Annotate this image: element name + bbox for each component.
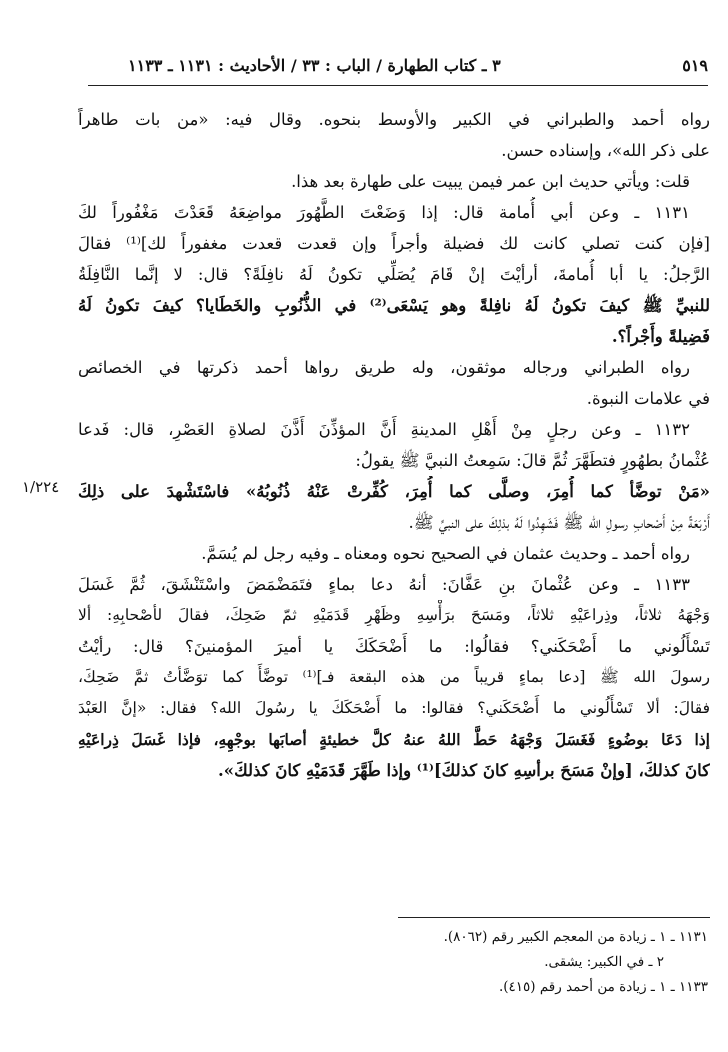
- text-line: رسولَ الله ﷺ [دعا بماءٍ قريباً من هذه البقعة فـ]⁽¹⁾ توضَّأَ كما توَضَّأتُ ثمَّ ضَحِكَ،: [78, 668, 710, 686]
- text-line: على ذكر الله»، وإسناده حسن.: [501, 141, 710, 160]
- text-line: [فإن كنت تصلي كانت لك فضيلة وأجراً وإن قعدت قعدت مغفوراً لك]⁽¹⁾ فقالَ: [78, 234, 710, 253]
- text-line: كانَ كذلكَ، [وإنْ مَسَحَ برأسِهِ كانَ كذلكَ]⁽¹⁾ وإذا طَهَّرَ قَدَمَيْهِ كانَ كذلكَ».: [218, 761, 710, 780]
- text-line: تَسْأَلُوني ما أَضْحَكَني؟ فقالُوا: ما أَضْحَكَكَ يا أميرَ المؤمنينَ؟ قال: رأيْتُ: [78, 637, 710, 656]
- text-line: رواه الطبراني ورجاله موثقون، وله طريق رواها أحمد ذكرتها في الخصائص: [78, 358, 690, 377]
- footnote: ٢ ـ في الكبير: يشقى.: [544, 954, 664, 970]
- page-number: ٥١٩: [682, 56, 708, 75]
- text-line: في علامات النبوة.: [586, 389, 710, 408]
- text-line: وَجْهَهُ ثلاثاً، وذِراعَيْهِ ثلاثاً، ومَسَحَ برَأْسِهِ وظَهْرِ قَدَمَيْهِ ثمّ ضَحِكَ، فقالَ لأصْحابِهِ: ألا: [78, 606, 710, 624]
- footnote: ١١٣٣ ـ ١ ـ زيادة من أحمد رقم (٤١٥).: [498, 979, 708, 995]
- hadith-1131-start: ١١٣١ ـ وعن أبي أُمامة قال: إذا وَضَعْتَ الطَّهُورَ مواضِعَهُ قَعَدْتَ مَغْفُوراً لكَ: [78, 203, 690, 222]
- text-line: قلت: ويأتي حديث ابن عمر فيمن يبيت على طهارة بعد هذا.: [291, 172, 690, 191]
- header-rule: [88, 85, 708, 86]
- text-line: فَضِيلةً وأَجْراً؟.: [611, 327, 710, 346]
- text-line: الرَّجلُ: يا أبا أُمامةَ، أرأيْتَ إنْ قَامَ يُصَلِّي تكونُ لَهُ نافِلَةً؟ قال: لا إنَّما النَّافِلَةُ: [78, 265, 710, 284]
- main-text: [78, 104, 710, 786]
- text-line: أَرْبَعَةً مِنْ أَصْحابِ رسولِ الله ﷺ فَشَهِدُوا لَهُ بذلِكَ على النبيِّ ﷺ.: [408, 513, 710, 532]
- text-line: إذا دَعَا بوضُوءٍ فَغَسَلَ وَجْهَهُ حَطَّ اللهُ عنهُ كلَّ خطيئةٍ أصابَها بوجْهِهِ، فإذا غَسَلَ ذِراعَيْهِ: [78, 730, 710, 749]
- hadith-1132-start: ١١٣٢ ـ وعن رجلٍ مِنْ أَهْلِ المدينةِ أَنَّ المؤذِّنَ أَذَّنَ لصلاةِ العَصْرِ، قال: فَدعا: [78, 420, 690, 439]
- hadith-1133-start: ١١٣٣ ـ وعن عُثْمانَ بنِ عَفَّانَ: أنهُ دعا بماءٍ فتَمَضْمَضَ واسْتَنْشَقَ، ثُمَّ غَسَلَ: [78, 575, 690, 594]
- text-line: رواه أحمد والطبراني في الكبير والأوسط بنحوه. وقال فيه: «من بات طاهراً: [78, 110, 710, 129]
- text-line: فقالَ: ألا تَسْأَلُوني ما أَضْحَكَني؟ فقالوا: ما أَضْحَكَكَ يا رسُولَ الله؟ فقال: «إنَّ العَبْدَ: [78, 699, 710, 717]
- text-line: عُثْمانُ بطهُورٍ فتطَهَّرَ ثُمَّ قالَ: سَمِعتُ النبيَّ ﷺ يقولُ:: [355, 451, 710, 470]
- margin-volume-reference: ١/٢٢٤: [22, 478, 60, 496]
- page-header: [128, 56, 708, 75]
- footnote-rule: [398, 917, 710, 918]
- text-line: «مَنْ توضَّأ كما أُمِرَ، وصلَّى كما أُمِرَ، كُفِّرتْ عَنْهُ ذُنُوبُهُ» فاسْتَشْهدَ على ذلِكَ: [78, 482, 710, 501]
- running-title: ٣ ـ كتاب الطهارة / الباب : ٣٣ / الأحاديث : ١١٣١ ـ ١١٣٣: [128, 56, 501, 75]
- text-line: للنبيِّ ﷺ كيفَ تكونُ لَهُ نافِلةً وهو يَسْعَى⁽²⁾ في الذُّنُوبِ والخَطَايا؟ كيفَ تكونُ لَهُ: [78, 296, 710, 315]
- footnotes: [300, 925, 708, 1000]
- text-line: رواه أحمد ـ وحديث عثمان في الصحيح نحوه ومعناه ـ وفيه رجل لم يُسَمَّ.: [201, 544, 690, 563]
- footnote: ١١٣١ ـ ١ ـ زيادة من المعجم الكبير رقم (٨٠٦٢).: [443, 929, 708, 945]
